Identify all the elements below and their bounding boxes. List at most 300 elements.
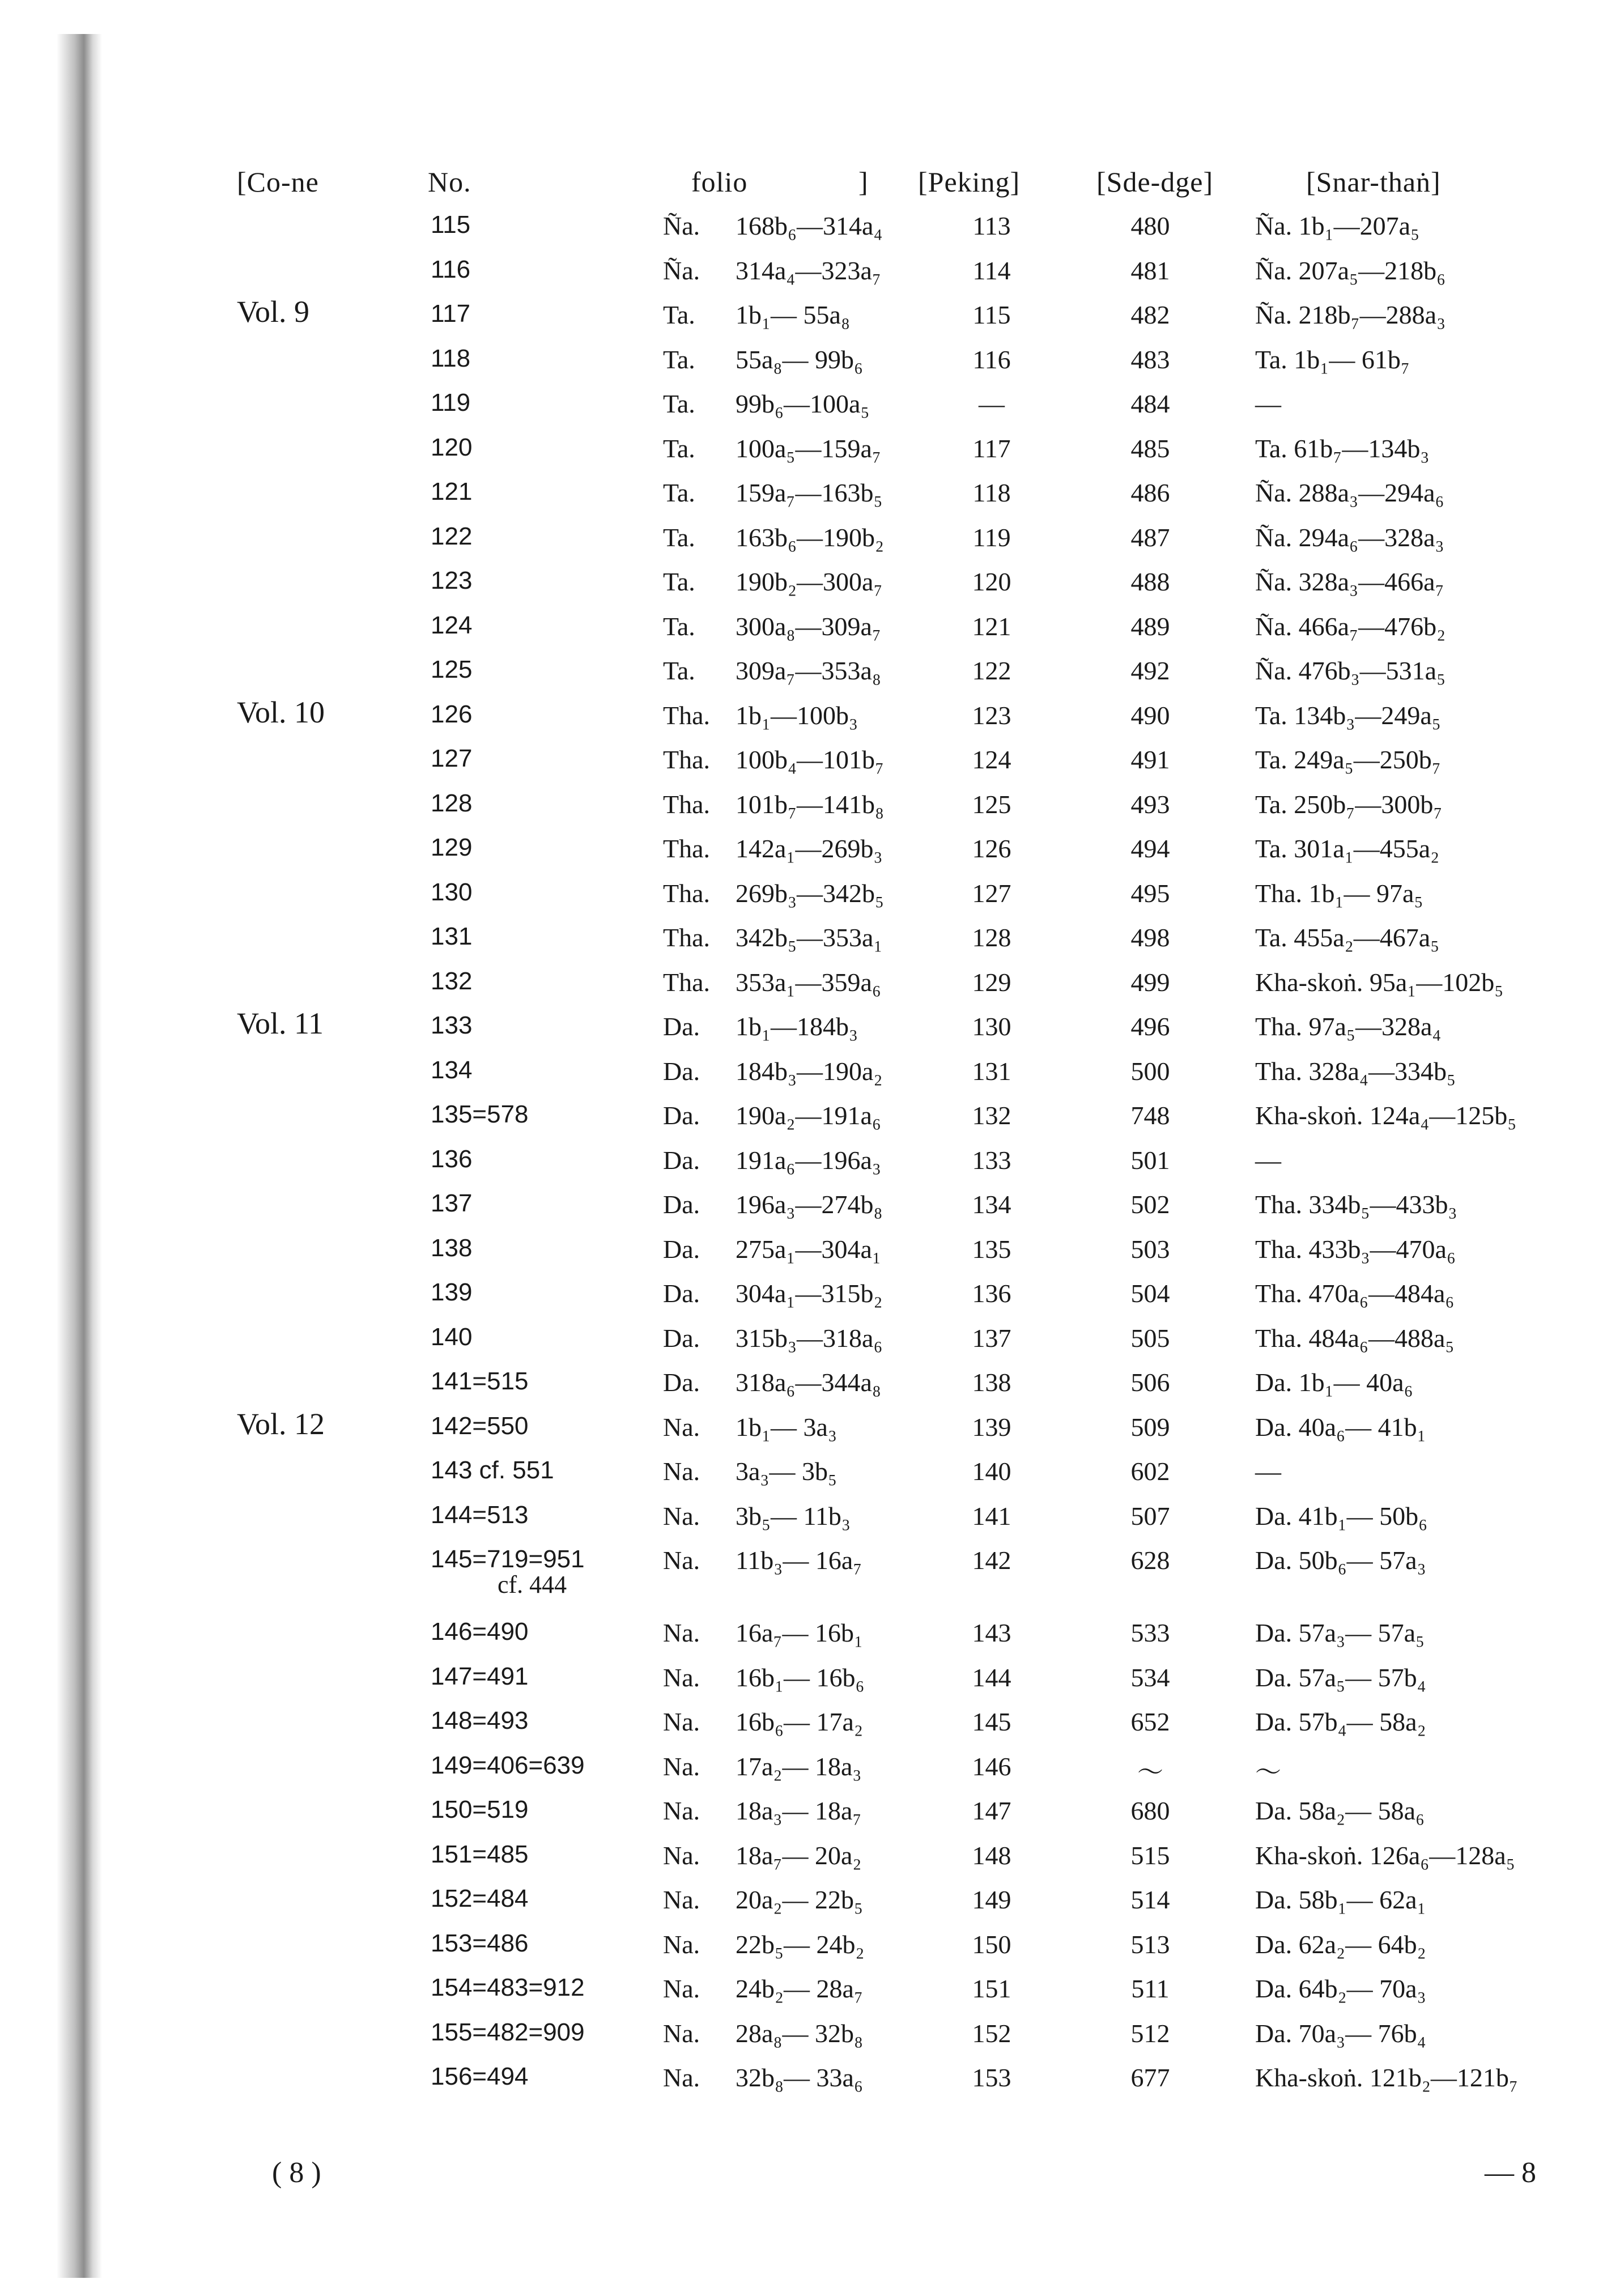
snar-than-ref: — [1255, 1145, 1281, 1175]
snar-than-ref: Da. 62a₂— 64b₂ [1255, 1929, 1426, 1959]
peking-number: 127 [972, 878, 1011, 908]
table-row [0, 1145, 1624, 1189]
table-row [0, 1367, 1624, 1411]
folio-range: 314a₄—323a₇ [736, 256, 881, 285]
peking-number: 125 [972, 789, 1011, 819]
folio-section: Tha. [663, 878, 711, 908]
folio-section: Na. [663, 1618, 700, 1647]
snar-than-ref: Ña. 288a₃—294a₆ [1255, 478, 1444, 507]
folio-range: 11b₃— 16a₇ [736, 1546, 862, 1575]
folio-range: 20a₂— 22b₅ [736, 1885, 863, 1914]
entry-number: 147=491 [431, 1662, 529, 1690]
folio-range: 100a₅—159a₇ [736, 433, 881, 463]
table-row [0, 1796, 1624, 1840]
folio-section: Da. [663, 1056, 700, 1086]
entry-number: 137 [431, 1189, 473, 1217]
header-no: No. [428, 166, 471, 198]
folio-section: Da. [663, 1279, 700, 1308]
peking-number: 123 [972, 700, 1011, 730]
folio-section: Na. [663, 1412, 700, 1442]
folio-range: 16a₇— 16b₁ [736, 1618, 863, 1647]
folio-section: Tha. [663, 700, 711, 730]
table-row [0, 745, 1624, 789]
sde-dge-number: 505 [1130, 1323, 1170, 1353]
header-peking: [Peking] [918, 166, 1021, 198]
table-row [0, 2018, 1624, 2063]
entry-number: 122 [431, 522, 473, 550]
sde-dge-number: 485 [1130, 433, 1170, 463]
snar-than-ref: Tha. 1b₁— 97a₅ [1255, 878, 1423, 908]
entry-number: 140 [431, 1323, 473, 1351]
folio-section: Tha. [663, 967, 711, 997]
peking-number: 114 [972, 256, 1011, 285]
folio-range: 18a₇— 20a₂ [736, 1840, 862, 1870]
peking-number: 128 [972, 923, 1011, 952]
table-row [0, 611, 1624, 656]
snar-than-ref: Da. 40a₆— 41b₁ [1255, 1412, 1426, 1442]
sde-dge-number: 628 [1130, 1546, 1170, 1575]
folio-range: 3a₃— 3b₅ [736, 1457, 837, 1486]
header-folio: folio [691, 166, 748, 198]
folio-range: 353a₁—359a₆ [736, 967, 881, 997]
folio-range: 17a₂— 18a₃ [736, 1751, 862, 1781]
snar-than-ref: ～ [1255, 1757, 1281, 1787]
entry-number: 150=519 [431, 1796, 529, 1823]
folio-range: 191a₆—196a₃ [736, 1145, 881, 1175]
table-row [0, 1056, 1624, 1100]
folio-range: 16b₆— 17a₂ [736, 1707, 863, 1736]
peking-number: 121 [972, 611, 1011, 641]
peking-number: 135 [972, 1234, 1011, 1264]
folio-range: 184b₃—190a₂ [736, 1056, 883, 1086]
snar-than-ref: Kha-skoṅ. 126a₆—128a₅ [1255, 1840, 1515, 1870]
sde-dge-number: 515 [1130, 1840, 1170, 1870]
entry-number: 146=490 [431, 1618, 529, 1646]
volume-label: Vol. 12 [237, 1406, 325, 1441]
header-co-ne: [Co-ne [237, 166, 319, 198]
folio-section: Ta. [663, 345, 695, 374]
table-row [0, 656, 1624, 700]
entry-number: 118 [431, 344, 471, 372]
sde-dge-number: 494 [1130, 834, 1170, 863]
folio-section: Ña. [663, 256, 700, 285]
folio-range: 24b₂— 28a₇ [736, 1974, 863, 2003]
folio-section: Tha. [663, 745, 711, 774]
peking-number: 139 [972, 1412, 1011, 1442]
entry-number-text: 145=719=951 [431, 1545, 585, 1573]
snar-than-ref: Da. 58b₁— 62a₁ [1255, 1885, 1426, 1914]
entry-number: 153=486 [431, 1929, 529, 1957]
entry-number: 121 [431, 478, 473, 505]
snar-than-ref: Ta. 250b₇—300b₇ [1255, 789, 1443, 819]
snar-than-ref: Da. 50b₆— 57a₃ [1255, 1546, 1426, 1575]
snar-than-ref: Ña. 466a₇—476b₂ [1255, 611, 1446, 641]
table-row [0, 1545, 1624, 1598]
folio-range: 1b₁— 3a₃ [736, 1412, 837, 1442]
folio-range: 196a₃—274b₈ [736, 1190, 883, 1219]
entry-number: 136 [431, 1145, 473, 1173]
peking-number: 150 [972, 1929, 1011, 1959]
folio-section: Ta. [663, 478, 695, 507]
peking-number: 122 [972, 656, 1011, 685]
snar-than-ref: Ña. 1b₁—207a₅ [1255, 211, 1420, 240]
snar-than-ref: Ta. 61b₇—134b₃ [1255, 433, 1430, 463]
snar-than-ref: Ña. 294a₆—328a₃ [1255, 522, 1444, 552]
sde-dge-number: 511 [1131, 1974, 1170, 2003]
table-row [0, 2063, 1624, 2107]
folio-section: Tha. [663, 834, 711, 863]
peking-number: 151 [972, 1974, 1011, 2003]
folio-section: Da. [663, 1101, 700, 1130]
table-row [0, 1929, 1624, 1974]
snar-than-ref: Ña. 207a₅—218b₆ [1255, 256, 1446, 285]
folio-section: Tha. [663, 923, 711, 952]
sde-dge-number: 491 [1130, 745, 1170, 774]
table-row [0, 478, 1624, 522]
sde-dge-number: 489 [1130, 611, 1170, 641]
entry-number: 119 [431, 389, 471, 416]
entry-number: 129 [431, 834, 473, 861]
sde-dge-number: 502 [1130, 1190, 1170, 1219]
entry-number: 141=515 [431, 1367, 529, 1395]
entry-number: 133 [431, 1011, 473, 1039]
entry-number: 149=406=639 [431, 1751, 585, 1779]
snar-than-ref: Ña. 328a₃—466a₇ [1255, 567, 1444, 596]
peking-number: 148 [972, 1840, 1011, 1870]
header-folio-bracket: ] [858, 166, 869, 198]
table-row [0, 922, 1624, 967]
entry-number-note: cf. 444 [498, 1571, 567, 1598]
peking-number: 147 [972, 1796, 1011, 1825]
folio-section: Na. [663, 1796, 700, 1825]
peking-number: 145 [972, 1707, 1011, 1736]
folio-section: Na. [663, 1663, 700, 1692]
folio-range: 159a₇—163b₅ [736, 478, 883, 507]
table-row [0, 256, 1624, 300]
peking-number: 144 [972, 1663, 1011, 1692]
sde-dge-number: 503 [1130, 1234, 1170, 1264]
snar-than-ref: Da. 41b₁— 50b₆ [1255, 1501, 1428, 1530]
peking-number: 143 [972, 1618, 1011, 1647]
peking-number: 131 [972, 1056, 1011, 1086]
table-row [0, 345, 1624, 389]
folio-section: Na. [663, 1501, 700, 1530]
snar-than-ref: Da. 64b₂— 70a₃ [1255, 1974, 1426, 2003]
peking-number: 134 [972, 1190, 1011, 1219]
sde-dge-number: 514 [1130, 1885, 1170, 1914]
table-row [0, 1707, 1624, 1751]
sde-dge-number: 507 [1130, 1501, 1170, 1530]
folio-range: 101b₇—141b₈ [736, 789, 885, 819]
snar-than-ref: Ña. 218b₇—288a₃ [1255, 300, 1446, 329]
snar-than-ref: Da. 57a₅— 57b₄ [1255, 1663, 1426, 1692]
folio-section: Na. [663, 1974, 700, 2003]
table-row [0, 789, 1624, 834]
folio-range: 300a₈—309a₇ [736, 611, 881, 641]
sde-dge-number: 513 [1130, 1929, 1170, 1959]
peking-number: 113 [972, 211, 1011, 240]
snar-than-ref: Tha. 484a₆—488a₅ [1255, 1323, 1455, 1353]
folio-section: Na. [663, 1840, 700, 1870]
peking-number: 146 [972, 1751, 1011, 1781]
snar-than-ref: Tha. 433b₃—470a₆ [1255, 1234, 1456, 1264]
sde-dge-number: 493 [1130, 789, 1170, 819]
folio-range: 1b₁— 55a₈ [736, 300, 850, 329]
peking-number: 141 [972, 1501, 1011, 1530]
entry-number: 155=482=909 [431, 2018, 585, 2046]
folio-section: Na. [663, 1751, 700, 1781]
entry-number: 135=578 [431, 1100, 529, 1128]
peking-number: 153 [972, 2063, 1011, 2092]
sde-dge-number: 680 [1130, 1796, 1170, 1825]
peking-number: 117 [972, 433, 1011, 463]
folio-range: 18a₃— 18a₇ [736, 1796, 862, 1825]
table-row [0, 1234, 1624, 1278]
volume-label: Vol. 11 [237, 1006, 324, 1040]
folio-range: 342b₅—353a₁ [736, 923, 883, 952]
peking-number: 142 [972, 1546, 1011, 1575]
snar-than-ref: Tha. 328a₄—334b₅ [1255, 1056, 1456, 1086]
entry-number: 131 [431, 922, 473, 950]
table-row [0, 834, 1624, 878]
snar-than-ref: Tha. 470a₆—484a₆ [1255, 1279, 1455, 1308]
snar-than-ref: Da. 58a₂— 58a₆ [1255, 1796, 1425, 1825]
entry-number: 139 [431, 1278, 473, 1306]
table-row [0, 433, 1624, 478]
sde-dge-number: 506 [1130, 1368, 1170, 1397]
folio-range: 190a₂—191a₆ [736, 1101, 881, 1130]
folio-range: 318a₆—344a₈ [736, 1368, 881, 1397]
snar-than-ref: Da. 70a₃— 76b₄ [1255, 2018, 1426, 2048]
folio-range: 1b₁—184b₃ [736, 1012, 858, 1041]
peking-number: 115 [972, 300, 1011, 329]
sde-dge-number: 487 [1130, 522, 1170, 552]
peking-number: 137 [972, 1323, 1011, 1353]
snar-than-ref: Ta. 1b₁— 61b₇ [1255, 345, 1410, 374]
peking-number: 152 [972, 2018, 1011, 2048]
snar-than-ref: Kha-skoṅ. 124a₄—125b₅ [1255, 1101, 1517, 1130]
entry-number: 128 [431, 789, 473, 817]
entry-number: 125 [431, 656, 473, 683]
sde-dge-number: 481 [1130, 256, 1170, 285]
table-row [0, 295, 1624, 344]
table-row [0, 1840, 1624, 1885]
snar-than-ref: Tha. 334b₅—433b₃ [1255, 1190, 1457, 1219]
sde-dge-number: 495 [1130, 878, 1170, 908]
table-row [0, 1100, 1624, 1145]
entry-number: 151=485 [431, 1840, 529, 1868]
sde-dge-number: 500 [1130, 1056, 1170, 1086]
sde-dge-number: 499 [1130, 967, 1170, 997]
table-row [0, 211, 1624, 255]
snar-than-ref: Da. 1b₁— 40a₆ [1255, 1368, 1413, 1397]
folio-section: Ta. [663, 433, 695, 463]
entry-number: 142=550 [431, 1411, 529, 1440]
sde-dge-number: 509 [1130, 1412, 1170, 1442]
entry-number: 134 [431, 1056, 473, 1084]
folio-section: Na. [663, 1457, 700, 1486]
peking-number: 124 [972, 745, 1011, 774]
table-row [0, 1323, 1624, 1367]
peking-number: 140 [972, 1457, 1011, 1486]
volume-label: Vol. 10 [237, 695, 325, 729]
entry-number: 148=493 [431, 1707, 529, 1734]
snar-than-ref: — [1255, 1457, 1281, 1486]
snar-than-ref: Ta. 455a₂—467a₅ [1255, 923, 1440, 952]
folio-range: 269b₃—342b₅ [736, 878, 885, 908]
folio-section: Ta. [663, 389, 695, 418]
entry-number: 144=513 [431, 1500, 529, 1529]
peking-number: 130 [972, 1012, 1011, 1041]
entry-number: 124 [431, 611, 473, 639]
sde-dge-number: 484 [1130, 389, 1170, 418]
entry-number: 127 [431, 745, 473, 772]
peking-number: 116 [972, 345, 1011, 374]
folio-section: Na. [663, 2063, 700, 2092]
table-row [0, 1885, 1624, 1929]
sde-dge-number: 602 [1130, 1457, 1170, 1486]
peking-number: — [979, 389, 1005, 418]
table-row [0, 1278, 1624, 1323]
entry-number: 117 [431, 300, 471, 328]
peking-number: 129 [972, 967, 1011, 997]
sde-dge-number: 498 [1130, 923, 1170, 952]
folio-range: 142a₁—269b₃ [736, 834, 883, 863]
folio-section: Ta. [663, 656, 695, 685]
folio-range: 304a₁—315b₂ [736, 1279, 883, 1308]
folio-section: Na. [663, 1929, 700, 1959]
folio-section: Da. [663, 1012, 700, 1041]
folio-range: 22b₅— 24b₂ [736, 1929, 865, 1959]
sde-dge-number: 748 [1130, 1101, 1170, 1130]
snar-than-ref: Ta. 249a₅—250b₇ [1255, 745, 1441, 774]
snar-than-ref: Da. 57a₃— 57a₅ [1255, 1618, 1425, 1647]
folio-range: 309a₇—353a₈ [736, 656, 881, 685]
peking-number: 119 [972, 522, 1011, 552]
folio-range: 168b₆—314a₄ [736, 211, 883, 240]
peking-number: 138 [972, 1368, 1011, 1397]
sde-dge-number: 482 [1130, 300, 1170, 329]
sde-dge-number: 492 [1130, 656, 1170, 685]
folio-section: Ta. [663, 300, 695, 329]
peking-number: 133 [972, 1145, 1011, 1175]
snar-than-ref: Ta. 301a₁—455a₂ [1255, 834, 1440, 863]
folio-range: 16b₁— 16b₆ [736, 1663, 865, 1692]
sde-dge-number: 501 [1130, 1145, 1170, 1175]
folio-section: Na. [663, 1885, 700, 1914]
folio-range: 100b₄—101b₇ [736, 745, 885, 774]
entry-number: 120 [431, 433, 473, 461]
header-sde-dge: [Sde-dge] [1096, 166, 1214, 198]
sde-dge-number: 504 [1130, 1279, 1170, 1308]
snar-than-ref: Ña. 476b₃—531a₅ [1255, 656, 1446, 685]
sde-dge-number: 488 [1130, 567, 1170, 596]
peking-number: 118 [972, 478, 1011, 507]
entry-number: 138 [431, 1234, 473, 1262]
table-row [0, 522, 1624, 567]
entry-number: 154=483=912 [431, 1974, 585, 2001]
folio-section: Da. [663, 1368, 700, 1397]
volume-label: Vol. 9 [237, 295, 310, 329]
folio-range: 28a₈— 32b₈ [736, 2018, 863, 2048]
folio-section: Da. [663, 1323, 700, 1353]
table-row [0, 1406, 1624, 1456]
entry-number: 130 [431, 878, 473, 906]
sde-dge-number: 496 [1130, 1012, 1170, 1041]
folio-range: 1b₁—100b₃ [736, 700, 858, 730]
folio-section: Da. [663, 1145, 700, 1175]
entry-number: 115 [431, 211, 471, 239]
entry-number: 152=484 [431, 1885, 529, 1912]
entry-number: 143 cf. 551 [431, 1456, 554, 1484]
sde-dge-number: ～ [1137, 1757, 1163, 1787]
header-snar-than: [Snar-thaṅ] [1306, 166, 1441, 198]
entry-number [431, 1545, 585, 1599]
folio-section: Da. [663, 1234, 700, 1264]
table-row [0, 1663, 1624, 1707]
table-row [0, 695, 1624, 745]
table-row [0, 1974, 1624, 2018]
entry-number: 156=494 [431, 2063, 529, 2090]
snar-than-ref: Ta. 134b₃—249a₅ [1255, 700, 1441, 730]
entry-number: 116 [431, 255, 471, 283]
peking-number: 132 [972, 1101, 1011, 1130]
page-number-right: — 8 [1485, 2157, 1536, 2189]
page-number-left: ( 8 ) [272, 2157, 321, 2189]
folio-range: 190b₂—300a₇ [736, 567, 883, 596]
folio-range: 55a₈— 99b₆ [736, 345, 863, 374]
folio-section: Da. [663, 1190, 700, 1219]
folio-section: Ña. [663, 211, 700, 240]
sde-dge-number: 652 [1130, 1707, 1170, 1736]
folio-section: Na. [663, 1707, 700, 1736]
table-row [0, 1006, 1624, 1056]
folio-range: 315b₃—318a₆ [736, 1323, 883, 1353]
sde-dge-number: 486 [1130, 478, 1170, 507]
snar-than-ref: — [1255, 389, 1281, 418]
sde-dge-number: 677 [1130, 2063, 1170, 2092]
table-row [0, 567, 1624, 611]
sde-dge-number: 512 [1130, 2018, 1170, 2048]
table-row [0, 1751, 1624, 1796]
snar-than-ref: Kha-skoṅ. 121b₂—121b₇ [1255, 2063, 1518, 2092]
snar-than-ref: Tha. 97a₅—328a₄ [1255, 1012, 1442, 1041]
folio-section: Na. [663, 2018, 700, 2048]
folio-section: Ta. [663, 567, 695, 596]
sde-dge-number: 480 [1130, 211, 1170, 240]
folio-range: 275a₁—304a₁ [736, 1234, 881, 1264]
sde-dge-number: 490 [1130, 700, 1170, 730]
entry-number: 123 [431, 567, 473, 594]
folio-section: Ta. [663, 611, 695, 641]
table-row [0, 1456, 1624, 1500]
peking-number: 120 [972, 567, 1011, 596]
table-row [0, 878, 1624, 922]
folio-section: Ta. [663, 522, 695, 552]
sde-dge-number: 483 [1130, 345, 1170, 374]
folio-range: 3b₅— 11b₃ [736, 1501, 851, 1530]
table-row [0, 967, 1624, 1011]
folio-section: Na. [663, 1546, 700, 1575]
peking-number: 136 [972, 1279, 1011, 1308]
sde-dge-number: 533 [1130, 1618, 1170, 1647]
snar-than-ref: Kha-skoṅ. 95a₁—102b₅ [1255, 967, 1504, 997]
table-row [0, 1501, 1624, 1545]
entry-number: 126 [431, 700, 473, 728]
snar-than-ref: Da. 57b₄— 58a₂ [1255, 1707, 1426, 1736]
table-row [0, 389, 1624, 433]
table-row [0, 1618, 1624, 1662]
